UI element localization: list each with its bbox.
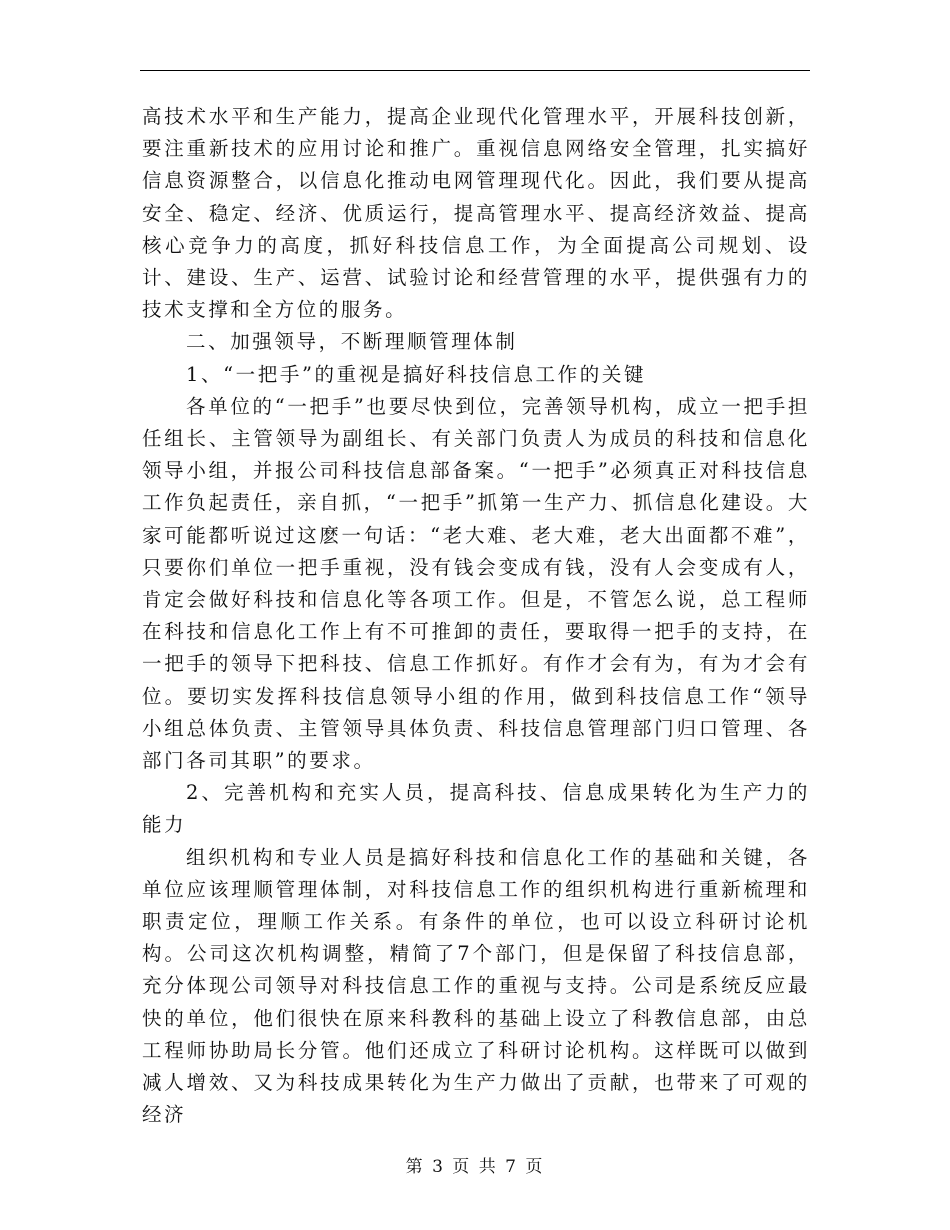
footer-suffix: 页 [525, 1157, 545, 1177]
paragraph-3: 组织机构和专业人员是搞好科技和信息化工作的基础和关键，各单位应该理顺管理体制，对科技信息工作的组织机构进行重新梳理和职责定位，理顺工作关系。有条件的单位，也可以设立科研讨论机构。公司这次机构调整，精简了7个部门，但是保留了科技信息部，充分体现公司领导对科技信息工作的重视与支持。公司是系统反应最快的单位，他们很快在原来科教科的基础上设立了科教信息部，由总工程师协助局长分管。他们还成立了科研讨论机构。这样既可以做到减人增效、又为科技成果转化为生产力做出了贡献，也带来了可观的经济 [142, 845, 810, 1127]
paragraph-2: 各单位的“一把手”也要尽快到位，完善领导机构，成立一把手担任组长、主管领导为副组长、有关部门负责人为成员的科技和信息化领导小组，并报公司科技信息部备案。“一把手”必须真正对科技信息工作负起责任，亲自抓，“一把手”抓第一生产力、抓信息化建设。大家可能都听说过这麽一句话：“老大难、老大难，老大出面都不难”，只要你们单位一把手重视，没有钱会变成有钱，没有人会变成有人，肯定会做好科技和信息化等各项工作。但是，不管怎么说，总工程师在科技和信息化工作上有不可推卸的责任，要取得一把手的支持，在一把手的领导下把科技、信息工作抓好。有作才会有为，有为才会有位。要切实发挥科技信息领导小组的作用，做到科技信息工作“领导小组总体负责、主管领导具体负责、科技信息管理部门归口管理、各部门各司其职”的要求。 [142, 394, 810, 773]
paragraph-1: 高技术水平和生产能力，提高企业现代化管理水平，开展科技创新，要注重新技术的应用讨论和推广。重视信息网络安全管理，扎实搞好信息资源整合，以信息化推动电网管理现代化。因此，我们要从提高安全、稳定、经济、优质运行，提高管理水平、提高经济效益、提高核心竞争力的高度，抓好科技信息工作，为全面提高公司规划、设计、建设、生产、运营、试验讨论和经营管理的水平，提供强有力的技术支撑和全方位的服务。 [142, 105, 810, 322]
subsection-heading-2: 2、完善机构和充实人员，提高科技、信息成果转化为生产力的能力 [142, 781, 810, 837]
page-total: 7 [505, 1157, 518, 1177]
page-number: 3 [432, 1157, 445, 1177]
footer-middle: 页 共 [452, 1157, 498, 1177]
footer-prefix: 第 [405, 1157, 425, 1177]
header-rule [140, 70, 810, 71]
section-heading: 二、加强领导，不断理顺管理体制 [186, 330, 518, 354]
document-body [142, 101, 810, 1132]
page-footer [0, 1152, 950, 1177]
subsection-heading-1: 1、“一把手”的重视是搞好科技信息工作的关键 [186, 362, 647, 386]
